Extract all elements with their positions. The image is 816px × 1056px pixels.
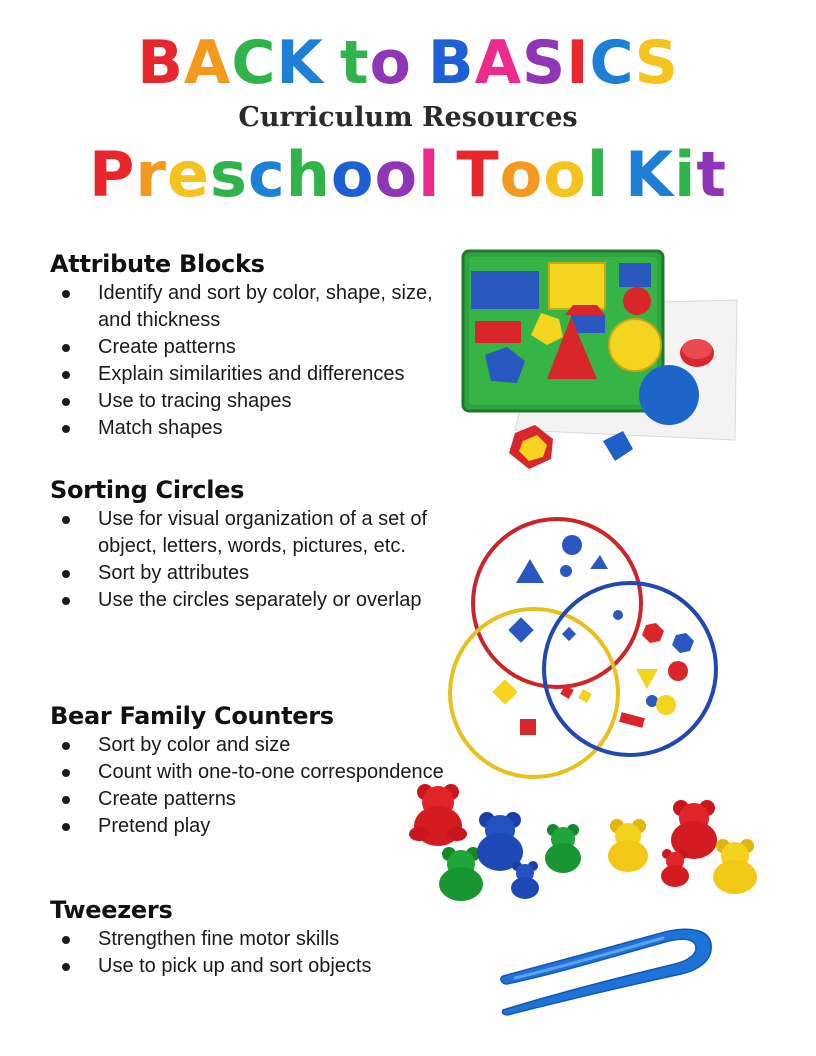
title-letter: T xyxy=(456,138,500,211)
bear-icon xyxy=(545,824,581,873)
bear-counters-image xyxy=(405,778,770,903)
title-letter: K xyxy=(625,138,675,211)
list-item: Use for visual organization of a set of object, letters, words, pictures, etc. xyxy=(50,506,450,560)
bullet-list xyxy=(50,926,450,980)
bear-icon xyxy=(511,861,539,899)
section-title: Bear Family Counters xyxy=(50,702,334,730)
bullet-icon xyxy=(62,796,70,804)
title-letter: e xyxy=(166,138,211,211)
list-item: Use the circles separately or overlap xyxy=(50,587,450,614)
list-item: Match shapes xyxy=(50,415,450,442)
bullet-icon xyxy=(62,371,70,379)
title-letter: I xyxy=(566,28,590,98)
title-letter: P xyxy=(88,138,136,211)
title-preschool-tool-kit xyxy=(0,138,816,212)
section-attribute-blocks xyxy=(50,250,450,442)
bear-icon xyxy=(713,839,757,894)
bullet-icon xyxy=(62,823,70,831)
title-letter: c xyxy=(247,138,286,211)
title-letter: l xyxy=(586,138,610,211)
section-title: Attribute Blocks xyxy=(50,250,265,278)
bullet-icon xyxy=(62,597,70,605)
title-letter xyxy=(324,28,340,98)
title-letter: K xyxy=(276,28,324,98)
list-item: Use to tracing shapes xyxy=(50,388,450,415)
list-item: Count with one-to-one correspondence xyxy=(50,759,450,786)
bear-icon xyxy=(671,800,717,859)
tweezers-image xyxy=(495,918,720,1023)
bullet-icon xyxy=(62,425,70,433)
bear-icon xyxy=(661,849,689,887)
list-item: Identify and sort by color, shape, size, and thickness xyxy=(50,280,450,334)
section-sorting-circles xyxy=(50,476,450,614)
title-letter: r xyxy=(135,138,167,211)
title-letter: A xyxy=(183,28,232,98)
section-title: Tweezers xyxy=(50,896,173,924)
title-letter: C xyxy=(231,28,277,98)
list-item: Use to pick up and sort objects xyxy=(50,953,450,980)
title-letter: o xyxy=(374,138,419,211)
title-letter xyxy=(412,28,428,98)
bear-icon xyxy=(608,819,648,872)
title-letter: S xyxy=(522,28,567,98)
bullet-icon xyxy=(62,516,70,524)
bear-icon xyxy=(439,847,483,901)
list-item: Sort by attributes xyxy=(50,560,450,587)
bear-icon xyxy=(409,784,467,846)
bullet-icon xyxy=(62,769,70,777)
bullet-icon xyxy=(62,742,70,750)
bullet-list xyxy=(50,506,450,614)
section-title: Sorting Circles xyxy=(50,476,245,504)
bullet-icon xyxy=(62,936,70,944)
title-letter: o xyxy=(330,138,375,211)
list-item: Create patterns xyxy=(50,334,450,361)
title-letter: B xyxy=(427,28,475,98)
bullet-icon xyxy=(62,570,70,578)
title-letter: t xyxy=(339,28,370,98)
title-letter: B xyxy=(137,28,184,98)
bullet-icon xyxy=(62,290,70,298)
section-bear-family-counters xyxy=(50,702,450,840)
title-letter: S xyxy=(634,28,679,98)
title-letter: o xyxy=(543,138,587,211)
title-letter: h xyxy=(285,138,331,211)
bullet-icon xyxy=(62,963,70,971)
page-header xyxy=(0,28,816,212)
title-back-to-basics xyxy=(0,28,816,98)
list-item: Create patterns xyxy=(50,786,450,813)
bullet-list xyxy=(50,732,450,840)
bullet-icon xyxy=(62,344,70,352)
title-letter: C xyxy=(589,28,635,98)
section-tweezers xyxy=(50,896,450,980)
title-letter: s xyxy=(210,138,248,211)
title-letter: t xyxy=(696,138,728,211)
list-item: Sort by color and size xyxy=(50,732,450,759)
list-item: Strengthen fine motor skills xyxy=(50,926,450,953)
bullet-icon xyxy=(62,398,70,406)
title-letter: o xyxy=(499,138,544,211)
list-item: Pretend play xyxy=(50,813,450,840)
title-letter: l xyxy=(418,138,441,211)
list-item: Explain similarities and differences xyxy=(50,361,450,388)
title-letter: A xyxy=(474,28,522,98)
bullet-list xyxy=(50,280,450,442)
title-letter xyxy=(609,138,625,212)
title-letter: i xyxy=(674,138,697,211)
sorting-circles-image xyxy=(440,505,730,780)
title-letter xyxy=(440,138,456,212)
title-letter: o xyxy=(369,28,412,98)
subtitle-curriculum-resources: Curriculum Resources xyxy=(238,102,578,133)
attribute-blocks-image xyxy=(455,245,745,485)
